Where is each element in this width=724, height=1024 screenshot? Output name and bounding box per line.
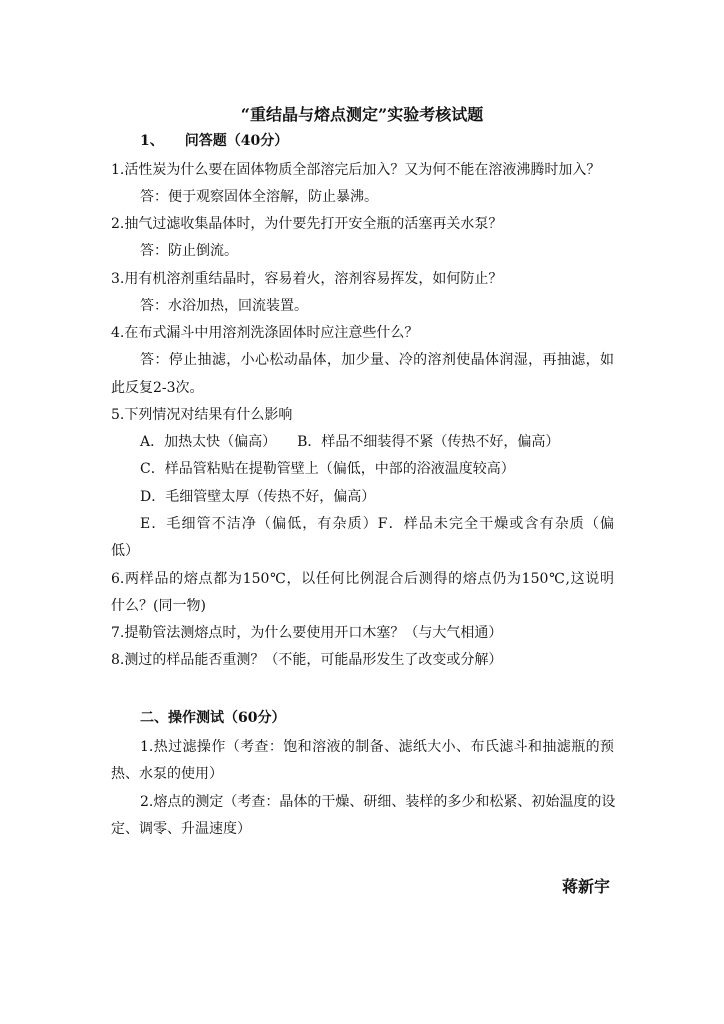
answer-2: 答：防止倒流。 [140,243,238,259]
operation-1-line2: 热、水泵的使用） [111,766,223,782]
question-6-line1: 6.两样品的熔点都为150℃，以任何比例混合后测得的熔点仍为150℃,这说明 [111,571,614,587]
answer-4-line2: 此反复2-3次。 [111,380,204,396]
question-1: 1.活性炭为什么要在固体物质全部溶完后加入？又为何不能在溶液沸腾时加入？ [111,162,601,178]
page-title: “重结晶与熔点测定”实验考核试题 [240,105,484,124]
author-name: 蒋新宇 [561,877,610,896]
operation-1-line1: 1.热过滤操作（考查：饱和溶液的制备、滤纸大小、布氏滤斗和抽滤瓶的预 [140,739,614,755]
operation-2-line2: 定、调零、升温速度） [111,821,251,837]
section2-heading: 二、操作测试（60分） [140,710,286,726]
question-3: 3.用有机溶剂重结晶时，容易着火，溶剂容易挥发，如何防止？ [111,271,503,287]
q5-item-ab: A．加热太快（偏高） B．样品不细装得不紧（传热不好，偏高） [140,434,560,450]
question-7: 7.提勒管法测熔点时，为什么要使用开口木塞？（与大气相通） [111,625,503,641]
answer-1: 答：便于观察固体全溶解，防止暴沸。 [140,189,378,205]
section1-heading: 1、 问答题（40分） [140,133,289,149]
q5-item-c: C．样品管粘贴在提勒管壁上（偏低，中部的浴液温度较高） [140,461,515,477]
q5-item-ef-cont: 低） [111,543,139,559]
question-4: 4.在布式漏斗中用溶剂洗涤固体时应注意些什么？ [111,325,419,341]
answer-3: 答：水浴加热，回流装置。 [140,298,308,314]
q5-item-ef: E．毛细管不洁净（偏低，有杂质）F．样品未完全干燥或含有杂质（偏 [140,516,614,532]
question-5: 5.下列情况对结果有什么影响 [111,407,293,423]
question-2: 2.抽气过滤收集晶体时，为什要先打开安全瓶的活塞再关水泵？ [111,216,503,232]
answer-4-line1: 答：停止抽滤，小心松动晶体，加少量、冷的溶剂使晶体润湿，再抽滤，如 [140,352,614,368]
q5-item-d: D．毛细管壁太厚（传热不好，偏高） [140,489,376,505]
operation-2-line1: 2.熔点的测定（考查：晶体的干燥、研细、装样的多少和松紧、初始温度的设 [140,794,616,810]
question-8: 8.测过的样品能否重测？（不能，可能晶形发生了改变或分解） [111,652,503,668]
question-6-line2: 什么？(同一物) [111,598,206,614]
